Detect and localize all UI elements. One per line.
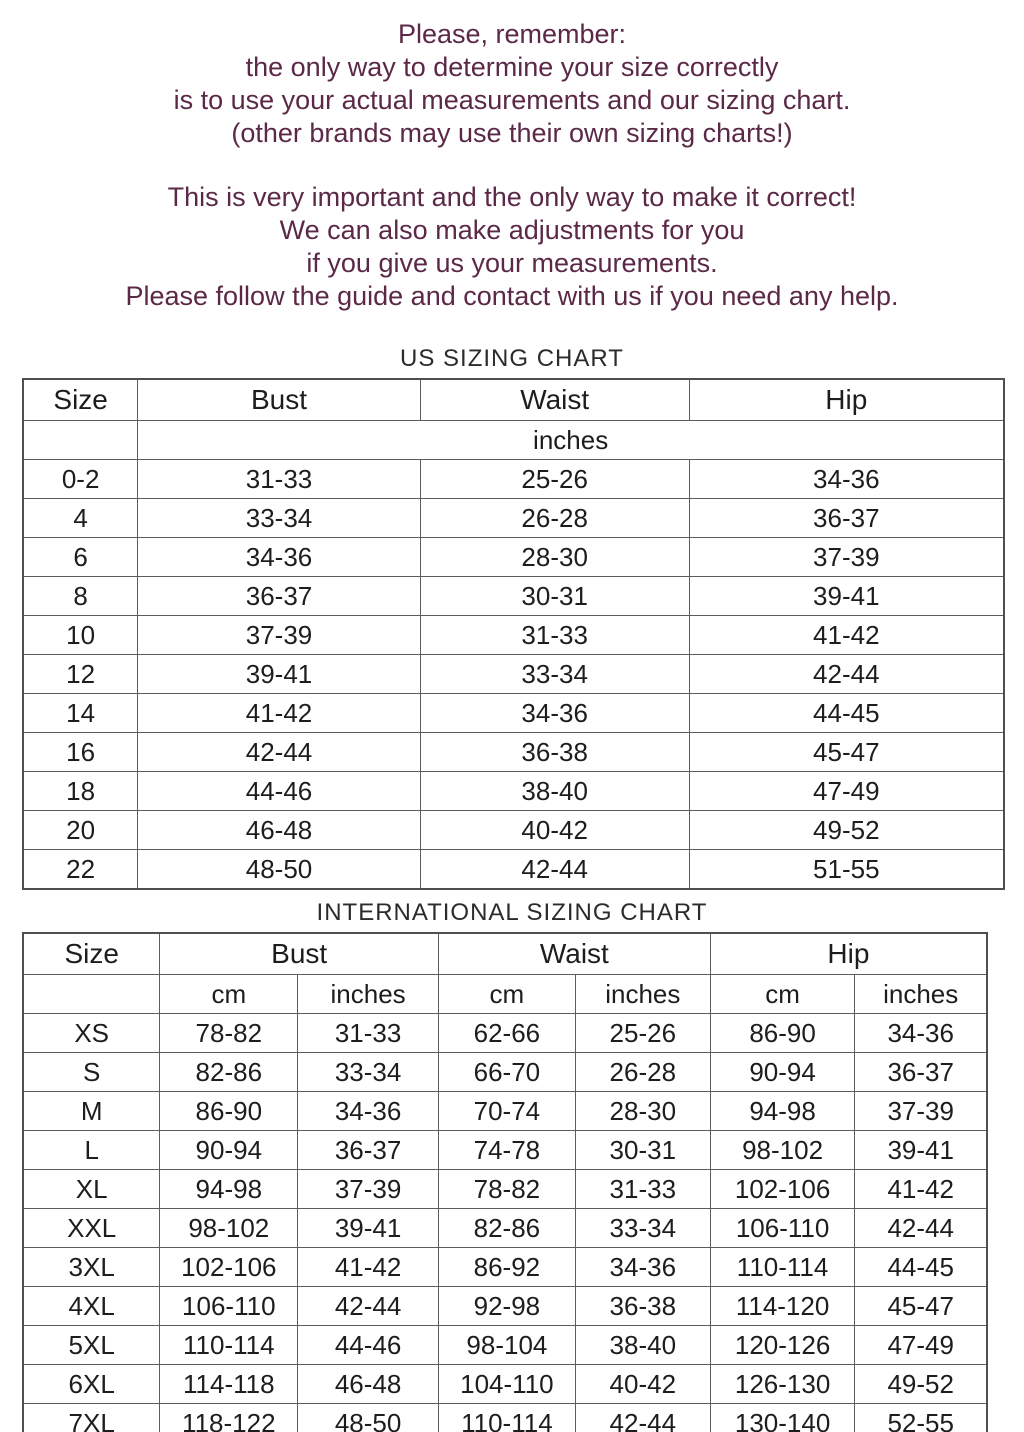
table-cell: 114-118 (160, 1365, 298, 1404)
intl-table-body (23, 1014, 987, 1432)
table-cell: 41-42 (298, 1248, 439, 1287)
table-cell: 36-37 (855, 1053, 987, 1092)
table-cell: 92-98 (438, 1287, 575, 1326)
table-cell: 94-98 (710, 1092, 855, 1131)
table-cell: 110-114 (438, 1404, 575, 1432)
table-row (23, 577, 1004, 616)
table-cell: 39-41 (138, 655, 421, 694)
table-cell: 41-42 (689, 616, 1004, 655)
table-cell: 6 (23, 538, 138, 577)
table-cell: 47-49 (689, 772, 1004, 811)
table-cell: 49-52 (855, 1365, 987, 1404)
table-cell: 28-30 (420, 538, 689, 577)
table-cell: 33-34 (575, 1209, 710, 1248)
intl-unit-row (23, 975, 987, 1014)
table-cell: 42-44 (855, 1209, 987, 1248)
intl-column-header-waist: Waist (438, 933, 710, 975)
table-row (23, 1131, 987, 1170)
table-row (23, 1014, 987, 1053)
table-cell: 10 (23, 616, 138, 655)
us-unit-row (23, 421, 1004, 460)
table-row (23, 538, 1004, 577)
table-cell: 37-39 (855, 1092, 987, 1131)
table-cell: 52-55 (855, 1404, 987, 1432)
table-cell: 42-44 (298, 1287, 439, 1326)
intl-unit-label-hip-cm: cm (710, 975, 855, 1014)
intl-column-header-bust: Bust (160, 933, 439, 975)
table-cell: 44-45 (689, 694, 1004, 733)
table-cell: 48-50 (298, 1404, 439, 1432)
table-cell: 42-44 (689, 655, 1004, 694)
table-cell: 106-110 (160, 1287, 298, 1326)
table-cell: 46-48 (138, 811, 421, 850)
table-cell: 102-106 (710, 1170, 855, 1209)
table-cell: 42-44 (138, 733, 421, 772)
table-cell: 14 (23, 694, 138, 733)
us-column-header-waist: Waist (420, 379, 689, 421)
table-cell: 31-33 (420, 616, 689, 655)
us-chart-title: US SIZING CHART (400, 345, 624, 372)
table-row (23, 1287, 987, 1326)
table-cell: 82-86 (160, 1053, 298, 1092)
intl-column-header-size: Size (23, 933, 160, 975)
intro-line: is to use your actual measurements and our sizing chart. (173, 85, 851, 115)
table-row (23, 733, 1004, 772)
intro-line: We can also make adjustments for you (279, 215, 745, 245)
table-row (23, 1209, 987, 1248)
table-cell: 36-38 (420, 733, 689, 772)
table-cell: 6XL (23, 1365, 160, 1404)
table-cell: 30-31 (575, 1131, 710, 1170)
table-cell: S (23, 1053, 160, 1092)
table-cell: 120-126 (710, 1326, 855, 1365)
table-cell: 36-37 (298, 1131, 439, 1170)
table-cell: 36-37 (138, 577, 421, 616)
table-cell: 90-94 (160, 1131, 298, 1170)
intro-line: the only way to determine your size correctly (245, 52, 779, 82)
table-cell: 114-120 (710, 1287, 855, 1326)
table-cell: 41-42 (855, 1170, 987, 1209)
table-cell: XS (23, 1014, 160, 1053)
table-cell: 25-26 (575, 1014, 710, 1053)
us-unit-label: inches (138, 421, 1004, 460)
us-sizing-table (22, 378, 1005, 890)
table-cell: 3XL (23, 1248, 160, 1287)
table-cell: 33-34 (298, 1053, 439, 1092)
table-cell: 4XL (23, 1287, 160, 1326)
us-column-header-hip: Hip (689, 379, 1004, 421)
table-row (23, 1365, 987, 1404)
table-row (23, 1326, 987, 1365)
table-cell: 82-86 (438, 1209, 575, 1248)
table-cell: 8 (23, 577, 138, 616)
table-row (23, 811, 1004, 850)
table-row (23, 1248, 987, 1287)
table-cell: 25-26 (420, 460, 689, 499)
table-cell: 94-98 (160, 1170, 298, 1209)
table-cell: 44-46 (298, 1326, 439, 1365)
table-cell: 62-66 (438, 1014, 575, 1053)
table-cell: 36-38 (575, 1287, 710, 1326)
table-row (23, 616, 1004, 655)
intro-line: Please, remember: (397, 19, 627, 49)
table-cell: 40-42 (420, 811, 689, 850)
table-row (23, 1404, 987, 1432)
table-cell: 20 (23, 811, 138, 850)
intro-line: if you give us your measurements. (306, 248, 718, 278)
us-column-header-size: Size (23, 379, 138, 421)
intl-unit-row-empty-cell (23, 975, 160, 1014)
table-cell: 33-34 (420, 655, 689, 694)
table-row (23, 499, 1004, 538)
table-cell: 45-47 (689, 733, 1004, 772)
table-cell: 30-31 (420, 577, 689, 616)
table-row (23, 1170, 987, 1209)
table-row (23, 460, 1004, 499)
intl-column-header-hip: Hip (710, 933, 987, 975)
table-row (23, 1092, 987, 1131)
table-cell: 26-28 (420, 499, 689, 538)
us-column-header-bust: Bust (138, 379, 421, 421)
table-cell: 39-41 (298, 1209, 439, 1248)
us-unit-row-empty-cell (23, 421, 138, 460)
table-cell: 4 (23, 499, 138, 538)
table-row (23, 694, 1004, 733)
us-table-body (23, 460, 1004, 890)
table-cell: M (23, 1092, 160, 1131)
intl-chart-title: INTERNATIONAL SIZING CHART (316, 899, 708, 926)
table-cell: 104-110 (438, 1365, 575, 1404)
table-row (23, 1053, 987, 1092)
table-cell: 49-52 (689, 811, 1004, 850)
table-row (23, 850, 1004, 890)
table-cell: 31-33 (575, 1170, 710, 1209)
table-cell: 130-140 (710, 1404, 855, 1432)
intl-header-row (23, 933, 987, 975)
table-cell: 34-36 (420, 694, 689, 733)
intl-unit-label-bust-inches: inches (298, 975, 439, 1014)
table-cell: 44-46 (138, 772, 421, 811)
table-cell: 86-90 (710, 1014, 855, 1053)
table-cell: 36-37 (689, 499, 1004, 538)
intl-sizing-table (22, 932, 988, 1432)
table-cell: 7XL (23, 1404, 160, 1432)
table-cell: 34-36 (689, 460, 1004, 499)
table-cell: 98-102 (710, 1131, 855, 1170)
table-cell: 102-106 (160, 1248, 298, 1287)
table-cell: 118-122 (160, 1404, 298, 1432)
table-cell: 48-50 (138, 850, 421, 890)
table-cell: XL (23, 1170, 160, 1209)
table-cell: 40-42 (575, 1365, 710, 1404)
table-cell: 78-82 (438, 1170, 575, 1209)
table-cell: 45-47 (855, 1287, 987, 1326)
table-cell: 37-39 (689, 538, 1004, 577)
intro-paragraph-2 (0, 181, 1024, 313)
table-cell: 38-40 (575, 1326, 710, 1365)
table-cell: 41-42 (138, 694, 421, 733)
table-cell: 34-36 (855, 1014, 987, 1053)
table-cell: 47-49 (855, 1326, 987, 1365)
table-cell: 66-70 (438, 1053, 575, 1092)
table-cell: 34-36 (575, 1248, 710, 1287)
table-cell: 34-36 (138, 538, 421, 577)
us-header-row (23, 379, 1004, 421)
table-cell: 86-90 (160, 1092, 298, 1131)
table-cell: 42-44 (575, 1404, 710, 1432)
table-cell: L (23, 1131, 160, 1170)
table-cell: 42-44 (420, 850, 689, 890)
table-cell: 37-39 (138, 616, 421, 655)
intro-text (0, 0, 1024, 313)
table-cell: 51-55 (689, 850, 1004, 890)
table-cell: 31-33 (298, 1014, 439, 1053)
intl-unit-label-bust-cm: cm (160, 975, 298, 1014)
table-row (23, 772, 1004, 811)
table-cell: 31-33 (138, 460, 421, 499)
table-cell: 5XL (23, 1326, 160, 1365)
table-cell: 38-40 (420, 772, 689, 811)
table-cell: 86-92 (438, 1248, 575, 1287)
table-cell: 39-41 (855, 1131, 987, 1170)
table-cell: 39-41 (689, 577, 1004, 616)
table-cell: 74-78 (438, 1131, 575, 1170)
table-cell: 18 (23, 772, 138, 811)
table-cell: 126-130 (710, 1365, 855, 1404)
table-cell: 90-94 (710, 1053, 855, 1092)
table-cell: 37-39 (298, 1170, 439, 1209)
table-cell: 22 (23, 850, 138, 890)
table-cell: 28-30 (575, 1092, 710, 1131)
table-cell: 33-34 (138, 499, 421, 538)
intl-unit-label-waist-inches: inches (575, 975, 710, 1014)
table-cell: 12 (23, 655, 138, 694)
table-cell: 44-45 (855, 1248, 987, 1287)
intro-line: (other brands may use their own sizing charts!) (231, 118, 793, 148)
table-cell: 26-28 (575, 1053, 710, 1092)
intro-line: Please follow the guide and contact with us if you need any help. (125, 281, 899, 311)
table-row (23, 655, 1004, 694)
table-cell: 0-2 (23, 460, 138, 499)
table-cell: 106-110 (710, 1209, 855, 1248)
table-cell: 34-36 (298, 1092, 439, 1131)
intl-unit-label-waist-cm: cm (438, 975, 575, 1014)
intro-line: This is very important and the only way to make it correct! (167, 182, 857, 212)
table-cell: 110-114 (710, 1248, 855, 1287)
table-cell: 70-74 (438, 1092, 575, 1131)
intl-unit-label-hip-inches: inches (855, 975, 987, 1014)
table-cell: XXL (23, 1209, 160, 1248)
table-cell: 46-48 (298, 1365, 439, 1404)
table-cell: 110-114 (160, 1326, 298, 1365)
table-cell: 98-104 (438, 1326, 575, 1365)
intro-paragraph-1 (0, 18, 1024, 150)
table-cell: 98-102 (160, 1209, 298, 1248)
table-cell: 16 (23, 733, 138, 772)
table-cell: 78-82 (160, 1014, 298, 1053)
